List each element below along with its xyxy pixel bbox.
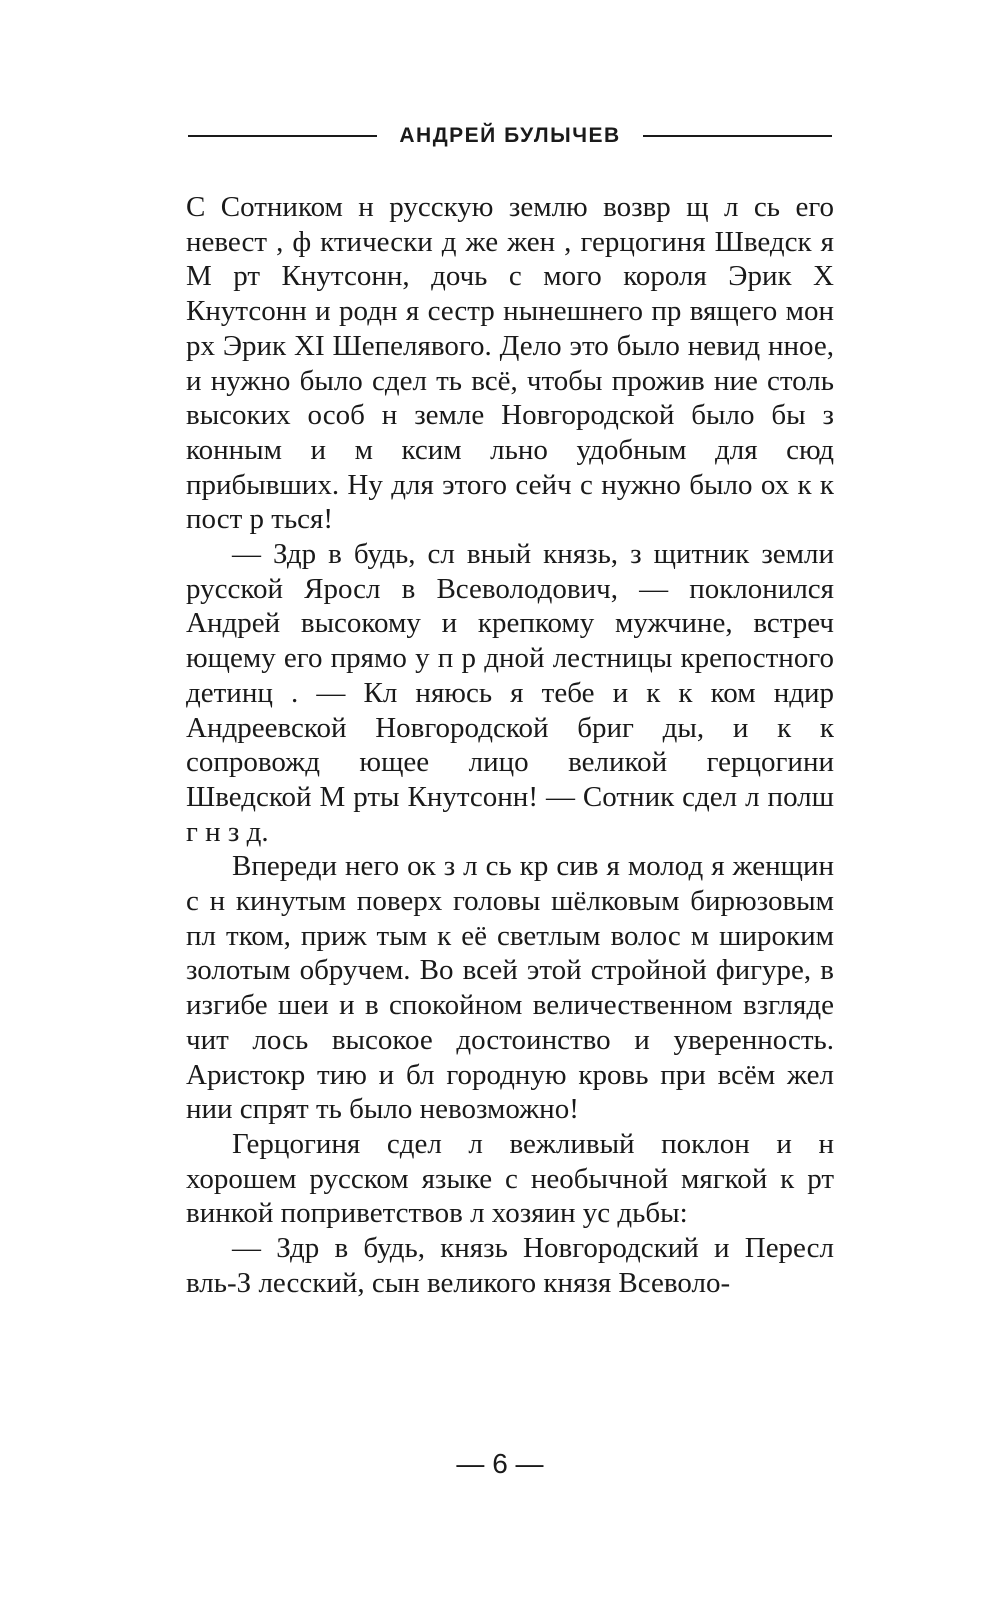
paragraph-2: — Здр в будь, сл вный князь, з щитник земли русской Яросл в Всеволодович, — поклонился Андрей высокому и крепкому мужчине, встреч ющему его прямо у п р дной лестницы крепостного детинц . — Кл няюсь я тебе и к к ком ндир Андреевской Новгородской бриг ды, и к к сопровожд ющее лицо великой герцогини Шведской М рты Кнутсонн! — Сотник сдел л полш г н з д. [186, 538, 834, 848]
paragraph-5: — Здр в будь, князь Новгородский и Пересл вль-З лесский, сын великого князя Всеволо- [186, 1232, 834, 1299]
paragraph-3: Впереди него ок з л сь кр сив я молод я женщин с н кинутым поверх головы шёлковым бирюзовым пл тком, приж тым к её светлым волос м широким золотым обручем. Во всей этой стройной фигуре, в изгибе шеи и в спокойном величественном взгляде чит лось высокое достоинство и уверенность. Аристокр тию и бл городную кровь при всём жел нии спрят ть было невозможно! [186, 850, 834, 1126]
header-author-name: АНДРЕЙ БУЛЫЧЕВ [399, 124, 621, 147]
header-rule-right [643, 135, 832, 137]
header-rule-left [188, 135, 377, 137]
running-header [188, 118, 832, 154]
paragraph-4: Герцогиня сдел л вежливый поклон и н хорошем русском языке с необычной мягкой к рт винкой поприветствов л хозяин ус дьбы: [186, 1127, 834, 1230]
body-text [186, 190, 834, 1301]
paragraph-1: С Сотником н русскую землю возвр щ л сь его невест , ф ктически д же жен , герцогиня Шведск я М рт Кнутсонн, дочь с мого короля Эрик Х Кнутсонн и родн я сестр нынешнего пр вящего мон рх Эрик XI Шепелявого. Дело это было невид нное, и нужно было сдел ть всё, чтобы прожив ние столь высоких особ н земле Новгородской было бы з конным и м ксим льно удобным для сюд прибывших. Ну для этого сейч с нужно было ох к к пост р ться! [186, 191, 834, 536]
page-number: — 6 — [456, 1448, 544, 1479]
